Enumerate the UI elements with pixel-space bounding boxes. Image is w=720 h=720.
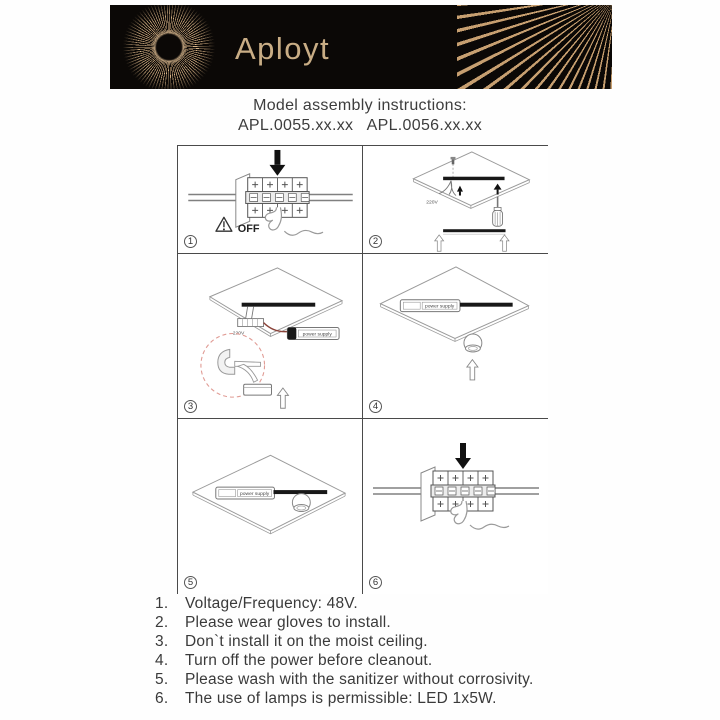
dome-fixture: [464, 334, 482, 352]
note-number: 3.: [155, 633, 169, 650]
instruction-panel-2: [363, 146, 548, 254]
fixture-track: [443, 229, 505, 232]
panel-5-diagram: [178, 419, 362, 594]
panel-6-diagram: [363, 419, 548, 594]
power-supply-label: power supply: [425, 304, 455, 310]
note-text: Please wear gloves to install.: [185, 614, 391, 631]
up-arrow-icon: [500, 235, 509, 251]
terminal-block: [188, 150, 352, 235]
note-item: [155, 594, 675, 613]
page-title: Model assembly instructions:: [253, 97, 467, 114]
mount-box: [244, 384, 272, 395]
decorative-rays: [457, 5, 612, 89]
note-number: 4.: [155, 652, 169, 669]
power-supply-label: power supply: [302, 332, 332, 338]
power-supply-box: [216, 487, 275, 499]
instruction-panel-3: [178, 254, 363, 419]
power-supply-box: [400, 300, 460, 312]
starburst-logo-icon: [121, 5, 217, 89]
brand-banner: [110, 5, 612, 89]
panel-3-diagram: [178, 254, 362, 418]
screw-icon: [451, 157, 456, 159]
note-number: 1.: [155, 595, 169, 612]
instruction-panel-1: [178, 146, 363, 254]
fixture-track: [460, 303, 513, 307]
up-arrow-icon: [277, 388, 288, 408]
panel-number: 6: [369, 576, 382, 589]
off-label: OFF: [237, 223, 260, 236]
note-item: [155, 632, 675, 651]
panel-number: 5: [184, 576, 197, 589]
dome-fixture: [292, 494, 310, 512]
ceiling-panel: [210, 268, 342, 334]
terminal-strip: [238, 319, 264, 327]
note-text: Don`t install it on the moist ceiling.: [185, 633, 428, 650]
up-arrow-icon: [435, 235, 444, 251]
instruction-grid: [177, 145, 548, 594]
note-text: Turn off the power before cleanout.: [185, 652, 433, 669]
voltage-label: 220V: [232, 331, 245, 337]
panel-4-diagram: [363, 254, 548, 418]
brand-name: Aployt: [235, 31, 331, 66]
instruction-panel-5: [178, 419, 363, 594]
note-text: Voltage/Frequency: 48V.: [185, 595, 358, 612]
note-item: [155, 651, 675, 670]
panel-1-diagram: [178, 146, 362, 253]
panel-number: 2: [369, 235, 382, 248]
clip-detail: [218, 349, 261, 382]
note-number: 2.: [155, 614, 169, 631]
note-number: 5.: [155, 671, 169, 688]
up-arrow-icon: [467, 360, 478, 380]
power-supply-label: power supply: [239, 492, 270, 498]
notes-list: [155, 594, 675, 708]
model-numbers: APL.0055.xx.xx APL.0056.xx.xx: [237, 117, 483, 134]
mounting-bracket: [242, 303, 316, 307]
mounting-bracket: [443, 177, 504, 180]
note-text: Please wash with the sanitizer without corrosivity.: [185, 671, 534, 688]
panel-number: 1: [184, 235, 197, 248]
instruction-panel-6: [363, 419, 548, 594]
note-number: 6.: [155, 690, 169, 707]
terminal-block: [373, 443, 539, 529]
power-supply-box: [287, 328, 339, 340]
voltage-label: 220V: [426, 200, 438, 206]
note-item: [155, 689, 675, 708]
note-item: [155, 670, 675, 689]
panel-number: 4: [369, 400, 382, 413]
panel-2-diagram: [363, 146, 548, 253]
note-item: [155, 613, 675, 632]
instruction-panel-4: [363, 254, 548, 419]
panel-number: 3: [184, 400, 197, 413]
note-text: The use of lamps is permissible: LED 1x5W.: [185, 690, 497, 707]
